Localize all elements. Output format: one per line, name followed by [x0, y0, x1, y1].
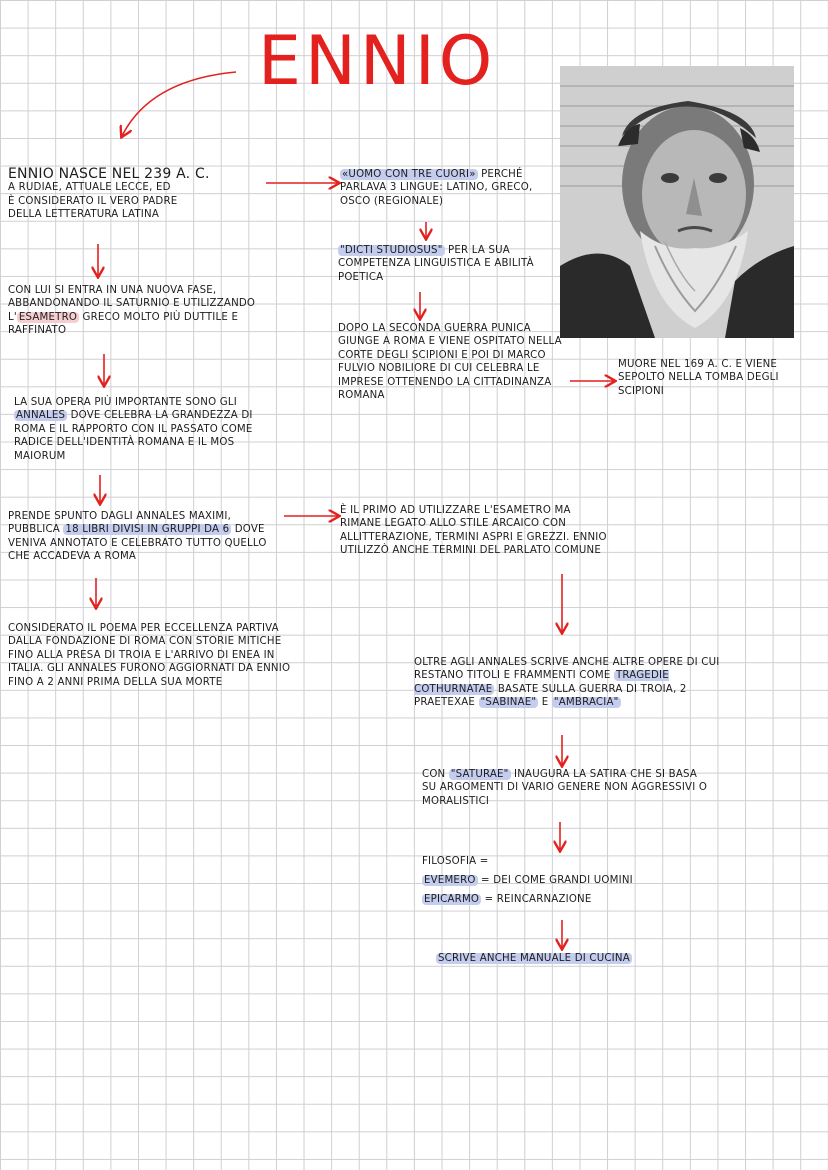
tre-cuori-highlight: «UOMO CON TRE CUORI» — [342, 169, 476, 180]
birth-line-4: DELLA LETTERATURA LATINA — [8, 209, 159, 221]
annales-note: LA SUA OPERA PIÙ IMPORTANTE SONO GLI ANNALES DOVE CELEBRA LA GRANDEZZA DI ROMA E IL RAPPORTO CON IL PASSATO COME RADICE DELL'IDENTITÀ ROMANA E IL MOS MAIORUM — [14, 397, 253, 462]
birth-note — [8, 168, 268, 222]
tragedie-highlight: TRAGEDIE COTHURNATAE — [414, 670, 669, 695]
epicarmo-highlight: EPICARMO — [424, 894, 480, 905]
death-note: MUORE NEL 169 A. C. E VIENE SEPOLTO NELLA TOMBA DEGLI SCIPIONI — [618, 359, 779, 397]
ambracia-highlight: "AMBRACIA" — [553, 697, 619, 709]
philosophy-note: FILOSOFIA = EVEMERO = DEI COME GRANDI UOMINI EPICARMO = REINCARNAZIONE — [422, 852, 712, 909]
esametro-note: CON LUI SI ENTRA IN UNA NUOVA FASE, ABBANDONANDO IL SATURNIO E UTILIZZANDO L' ESAMETRO GRECO MOLTO PIÙ DUTTILE E RAFFINATO — [8, 285, 256, 337]
dicti-studiosus-highlight: "DICTI STUDIOSUS" — [340, 245, 443, 256]
saturae-highlight: "SATURAE" — [450, 769, 509, 780]
evemero-highlight: EVEMERO — [424, 875, 476, 886]
other-works-note: OLTRE AGLI ANNALES SCRIVE ANCHE ALTRE OPERE DI CUI RESTANO TITOLI E FRAMMENTI COME TRAGEDIE COTHURNATAE BASATE SULLA GUERRA DI TROIA, 2 PRAETEXAE "SABINAE" E "AMBRACIA" — [414, 657, 720, 709]
satire-note: CON "SATURAE" INAUGURA LA SATIRA CHE SI BASA SU ARGOMENTI DI VARIO GENERE NON AGGRESSIVI O MORALISTICI — [422, 769, 708, 807]
philosophy-heading: FILOSOFIA = — [422, 856, 489, 867]
annales-highlight: ANNALES — [16, 410, 66, 422]
stile-note: È IL PRIMO AD UTILIZZARE L'ESAMETRO MA RIMANE LEGATO ALLO STILE ARCAICO CON ALLITTERAZIONE, TERMINI ASPRI E GREZZI. ENNIO UTILIZZÒ ANCHE TERMINI DEL PARLATO COMUNE — [340, 505, 607, 557]
title-arrow — [122, 72, 236, 136]
page-title: ENNIO — [258, 22, 497, 101]
birth-line-1: ENNIO NASCE NEL 239 A. C. — [8, 166, 210, 182]
tre-cuori-note: «UOMO CON TRE CUORI» PERCHÉ PARLAVA 3 LINGUE: LATINO, GRECO, OSCO (REGIONALE) — [340, 169, 533, 207]
birth-line-3: È CONSIDERATO IL VERO PADRE — [8, 195, 178, 207]
cookbook-note — [436, 952, 716, 965]
dicti-studiosus-note: "DICTI STUDIOSUS" PER LA SUA COMPETENZA LINGUISTICA E ABILITÀ POETICA — [338, 245, 534, 283]
libri-highlight: 18 LIBRI DIVISI IN GRUPPI DA 6 — [65, 524, 230, 536]
annales-maximi-note: PRENDE SPUNTO DAGLI ANNALES MAXIMI, PUBBLICA 18 LIBRI DIVISI IN GRUPPI DA 6 DOVE VENIVA ANNOTATO E CELEBRATO TUTTO QUELLO CHE ACCADEVA A ROMA — [8, 511, 267, 563]
esametro-highlight: ESAMETRO — [18, 311, 78, 323]
birth-line-2: A RUDIAE, ATTUALE LECCE, ED — [8, 182, 171, 194]
poema-note: CONSIDERATO IL POEMA PER ECCELLENZA PARTIVA DALLA FONDAZIONE DI ROMA CON STORIE MITICHE FINO ALLA PRESA DI TROIA E L'ARRIVO DI ENEA IN ITALIA. GLI ANNALES FURONO AGGIORNATI DA ENNIO FINO A 2 ANNI PRIMA DELLA SUA MORTE — [8, 623, 291, 688]
sabinae-highlight: "SABINAE" — [480, 697, 537, 709]
cookbook-highlight: SCRIVE ANCHE MANUALE DI CUCINA — [438, 953, 630, 964]
guerra-punica-note: DOPO LA SECONDA GUERRA PUNICA GIUNGE A ROMA E VIENE OSPITATO NELLA CORTE DEGLI SCIPIONI E POI DI MARCO FULVIO NOBILIORE DI CUI CELEBRA LE IMPRESE OTTENENDO LA CITTADINANZA ROMANA — [338, 323, 562, 402]
